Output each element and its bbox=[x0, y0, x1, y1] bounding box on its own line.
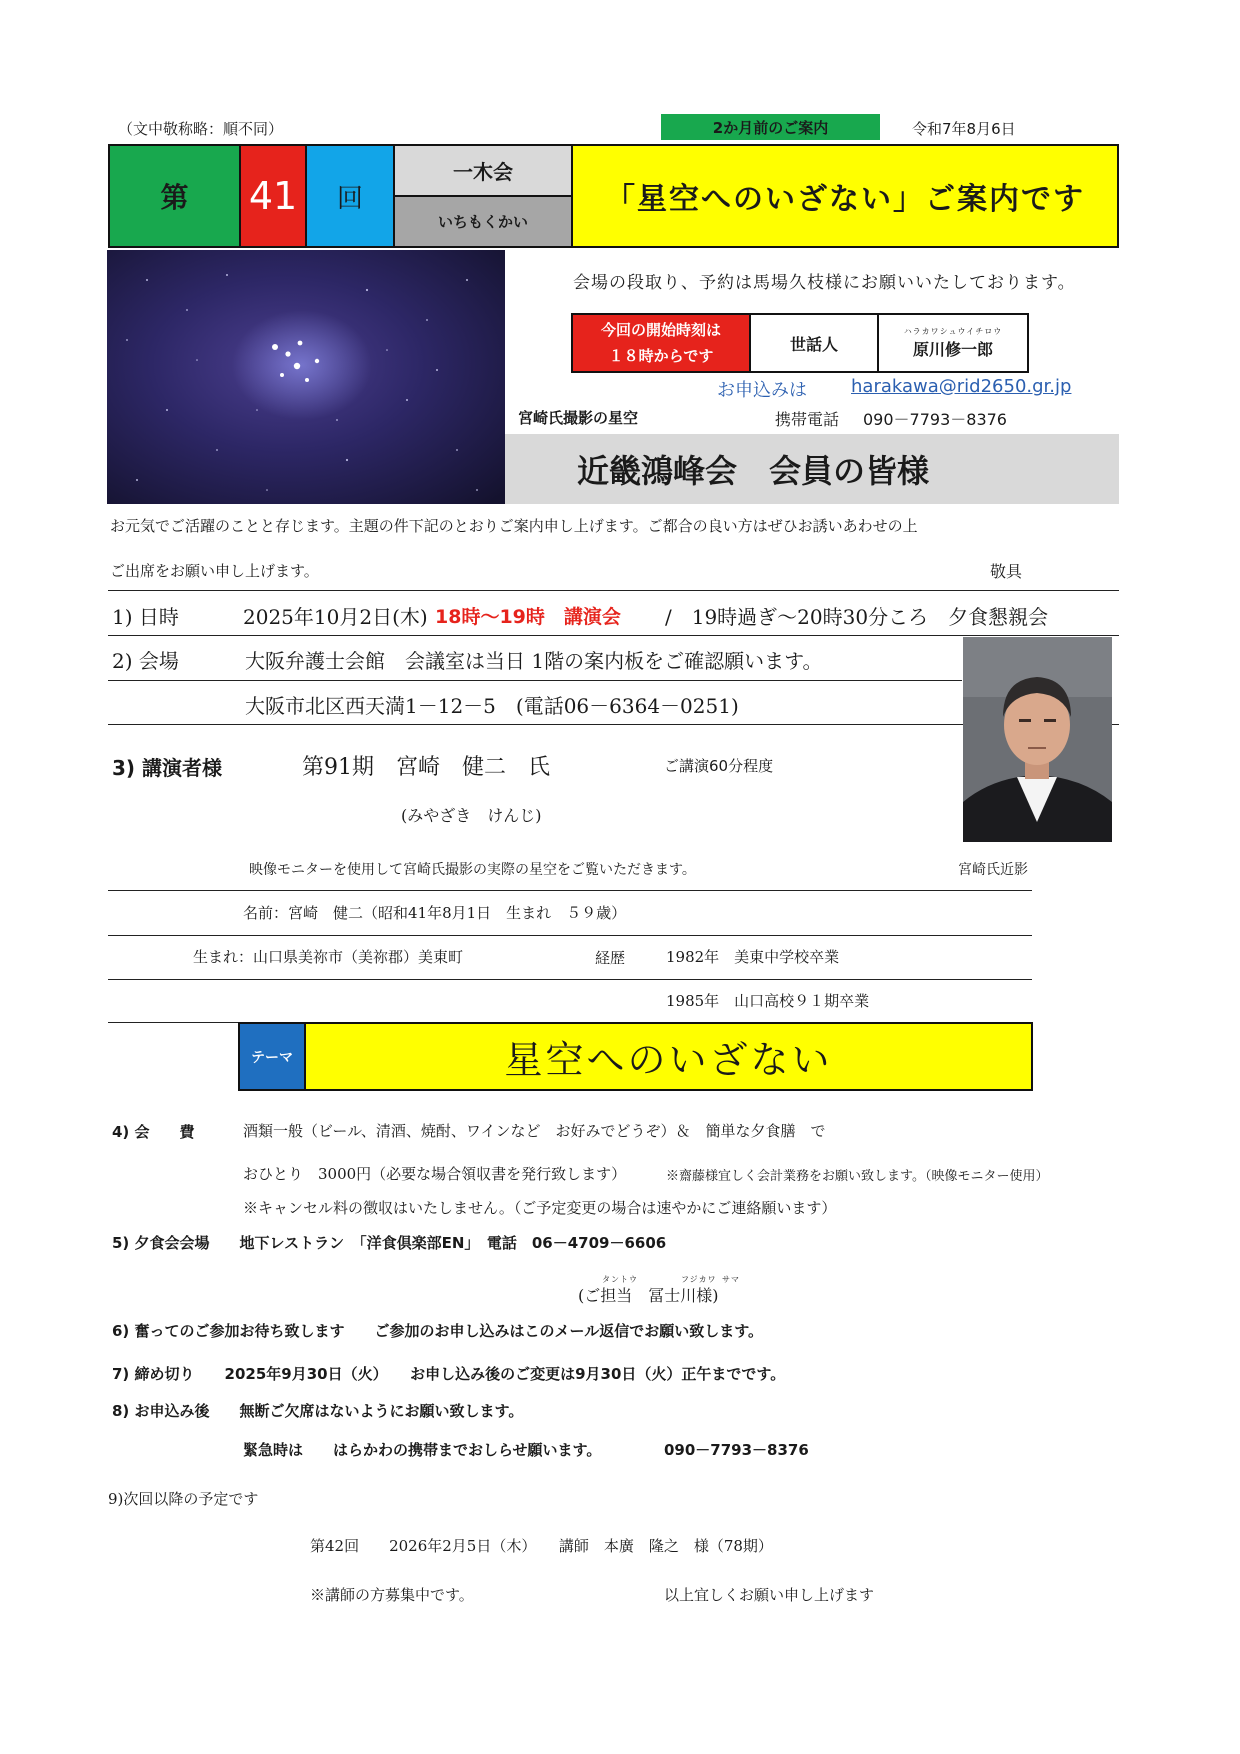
start-time-line1: 今回の開始時刻は bbox=[600, 321, 721, 339]
emergency-note: 緊急時は はらかわの携帯までおしらせ願います。 bbox=[243, 1441, 602, 1459]
contact-ruby-sama: サマ bbox=[722, 1275, 740, 1284]
career-entry-2: 1985年 山口高校９１期卒業 bbox=[666, 992, 870, 1010]
lecture-duration: ご講演60分程度 bbox=[664, 757, 774, 775]
banner-kai: 回 bbox=[305, 144, 395, 248]
fee-line2: おひとり 3000円（必要な場合領収書を発行致します） bbox=[243, 1165, 627, 1183]
item3-label: 3) 講演者様 bbox=[112, 756, 223, 780]
dinner-time: / 19時過ぎ～20時30分ころ 夕食懇親会 bbox=[665, 605, 1049, 629]
item9-label: 9)次回以降の予定です bbox=[108, 1490, 259, 1508]
speaker-portrait bbox=[963, 637, 1112, 842]
item4-label: 4) 会 費 bbox=[112, 1123, 195, 1141]
contact-phone: 090－7793－8376 bbox=[863, 410, 1007, 429]
honorific-note: （文中敬称略：順不同） bbox=[118, 120, 284, 138]
phone-label: 携帯電話 bbox=[775, 410, 840, 429]
group-reading: いちもくかい bbox=[393, 195, 573, 248]
fee-line1: 酒類一般（ビール、清酒、焼酎、ワインなど お好みでどうぞ）＆ 簡単な夕食膳 で bbox=[243, 1122, 826, 1140]
speaker-name: 第91期 宮崎 健二 氏 bbox=[302, 755, 550, 780]
venue-address: 大阪市北区西天満1－12－5 (電話06－6364－0251) bbox=[245, 694, 739, 718]
star-sky-photo bbox=[107, 250, 505, 504]
greeting-closing: 敬具 bbox=[990, 562, 1023, 581]
apply-label: お申込みは bbox=[717, 380, 807, 401]
addressee-banner: 近畿鴻峰会 会員の皆様 bbox=[505, 434, 1119, 504]
organizer-cell bbox=[877, 313, 1029, 373]
banner-dai: 第 bbox=[108, 144, 241, 248]
dinner-venue: 5) 夕食会会場 地下レストラン 「洋食倶楽部EN」 電話 06－4709－6606 bbox=[112, 1234, 667, 1252]
venue-name: 大阪弁護士会館 会議室は当日 1階の案内板をご確認願います。 bbox=[245, 649, 823, 673]
item1-label: 1) 日時 bbox=[112, 605, 179, 629]
greeting-line1: お元気でご活躍のことと存じます。主題の件下記のとおりご案内申し上げます。ご都合の良い方はぜひお誘いあわせの上 bbox=[110, 517, 918, 535]
fee-cancel-note: ※キャンセル料の徴収はいたしません。（ご予定変更の場合は速やかにご連絡願います） bbox=[243, 1199, 837, 1217]
lecture-time: 18時～19時 講演会 bbox=[435, 606, 621, 628]
banner-session-number: 41 bbox=[239, 144, 307, 248]
contact-ruby-name: フジカワ bbox=[681, 1275, 717, 1284]
item8-after-apply: 8) お申込み後 無断ご欠席はないようにお願い致します。 bbox=[112, 1402, 524, 1420]
organizer-name: 原川修一郎 bbox=[912, 340, 993, 359]
speaker-reading: (みやざき けんじ) bbox=[401, 806, 542, 825]
theme-label: テーマ bbox=[238, 1022, 306, 1091]
star-photo-caption: 宮崎氏撮影の星空 bbox=[518, 409, 639, 427]
emergency-phone: 090－7793－8376 bbox=[664, 1441, 809, 1459]
start-time-notice bbox=[571, 313, 751, 373]
group-name: 一木会 bbox=[393, 144, 573, 197]
banner-title: 「星空へのいざない」ご案内です bbox=[571, 144, 1119, 248]
organizer-label: 世話人 bbox=[749, 313, 879, 373]
closing-remark: 以上宜しくお願い申し上げます bbox=[664, 1586, 875, 1604]
event-date: 2025年10月2日(木) bbox=[243, 605, 428, 629]
portrait-caption: 宮崎氏近影 bbox=[958, 862, 1028, 878]
monitor-note: 映像モニターを使用して宮崎氏撮影の実際の星空をご覧いただきます。 bbox=[249, 862, 696, 878]
item6-invitation: 6) 奮ってのご参加お待ち致します ご参加のお申し込みはこのメール返信でお願い致します。 bbox=[112, 1322, 764, 1340]
contact-email-link[interactable]: harakawa@rid2650.gr.jp bbox=[851, 376, 1072, 397]
advance-notice-badge: 2か月前のご案内 bbox=[661, 114, 880, 140]
arrangement-note: 会場の段取り、予約は馬場久枝様にお願いいたしております。 bbox=[573, 273, 1076, 293]
greeting-line2: ご出席をお願い申し上げます。 bbox=[110, 562, 319, 580]
theme-title: 星空へのいざない bbox=[304, 1022, 1033, 1091]
career-entry-1: 1982年 美東中学校卒業 bbox=[666, 948, 840, 966]
document-date: 令和7年8月6日 bbox=[912, 120, 1016, 138]
fee-note: ※齋藤様宜しく会計業務をお願い致します。（映像モニター使用） bbox=[666, 1169, 1049, 1184]
career-label: 経歴 bbox=[595, 949, 626, 967]
speaker-birthplace: 生まれ：山口県美祢市（美祢郡）美東町 bbox=[193, 948, 464, 966]
contact-ruby-tanto: タントウ bbox=[602, 1275, 638, 1284]
start-time-line2: １８時からです bbox=[608, 347, 714, 365]
dinner-contact: (ご担当 冨士川様) bbox=[578, 1286, 719, 1305]
speaker-recruit-note: ※講師の方募集中です。 bbox=[310, 1586, 474, 1604]
item7-deadline: 7) 締め切り 2025年9月30日（火） お申し込み後のご変更は9月30日（火）正午までです。 bbox=[112, 1365, 786, 1383]
organizer-ruby: ハラカワシュウイチロウ bbox=[903, 327, 1003, 336]
item2-label: 2) 会場 bbox=[112, 649, 179, 673]
speaker-profile-name: 名前：宮崎 健二（昭和41年8月1日 生まれ ５９歳） bbox=[243, 904, 627, 922]
next-session: 第42回 2026年2月5日（木） 講師 本廣 隆之 様（78期） bbox=[310, 1537, 773, 1555]
